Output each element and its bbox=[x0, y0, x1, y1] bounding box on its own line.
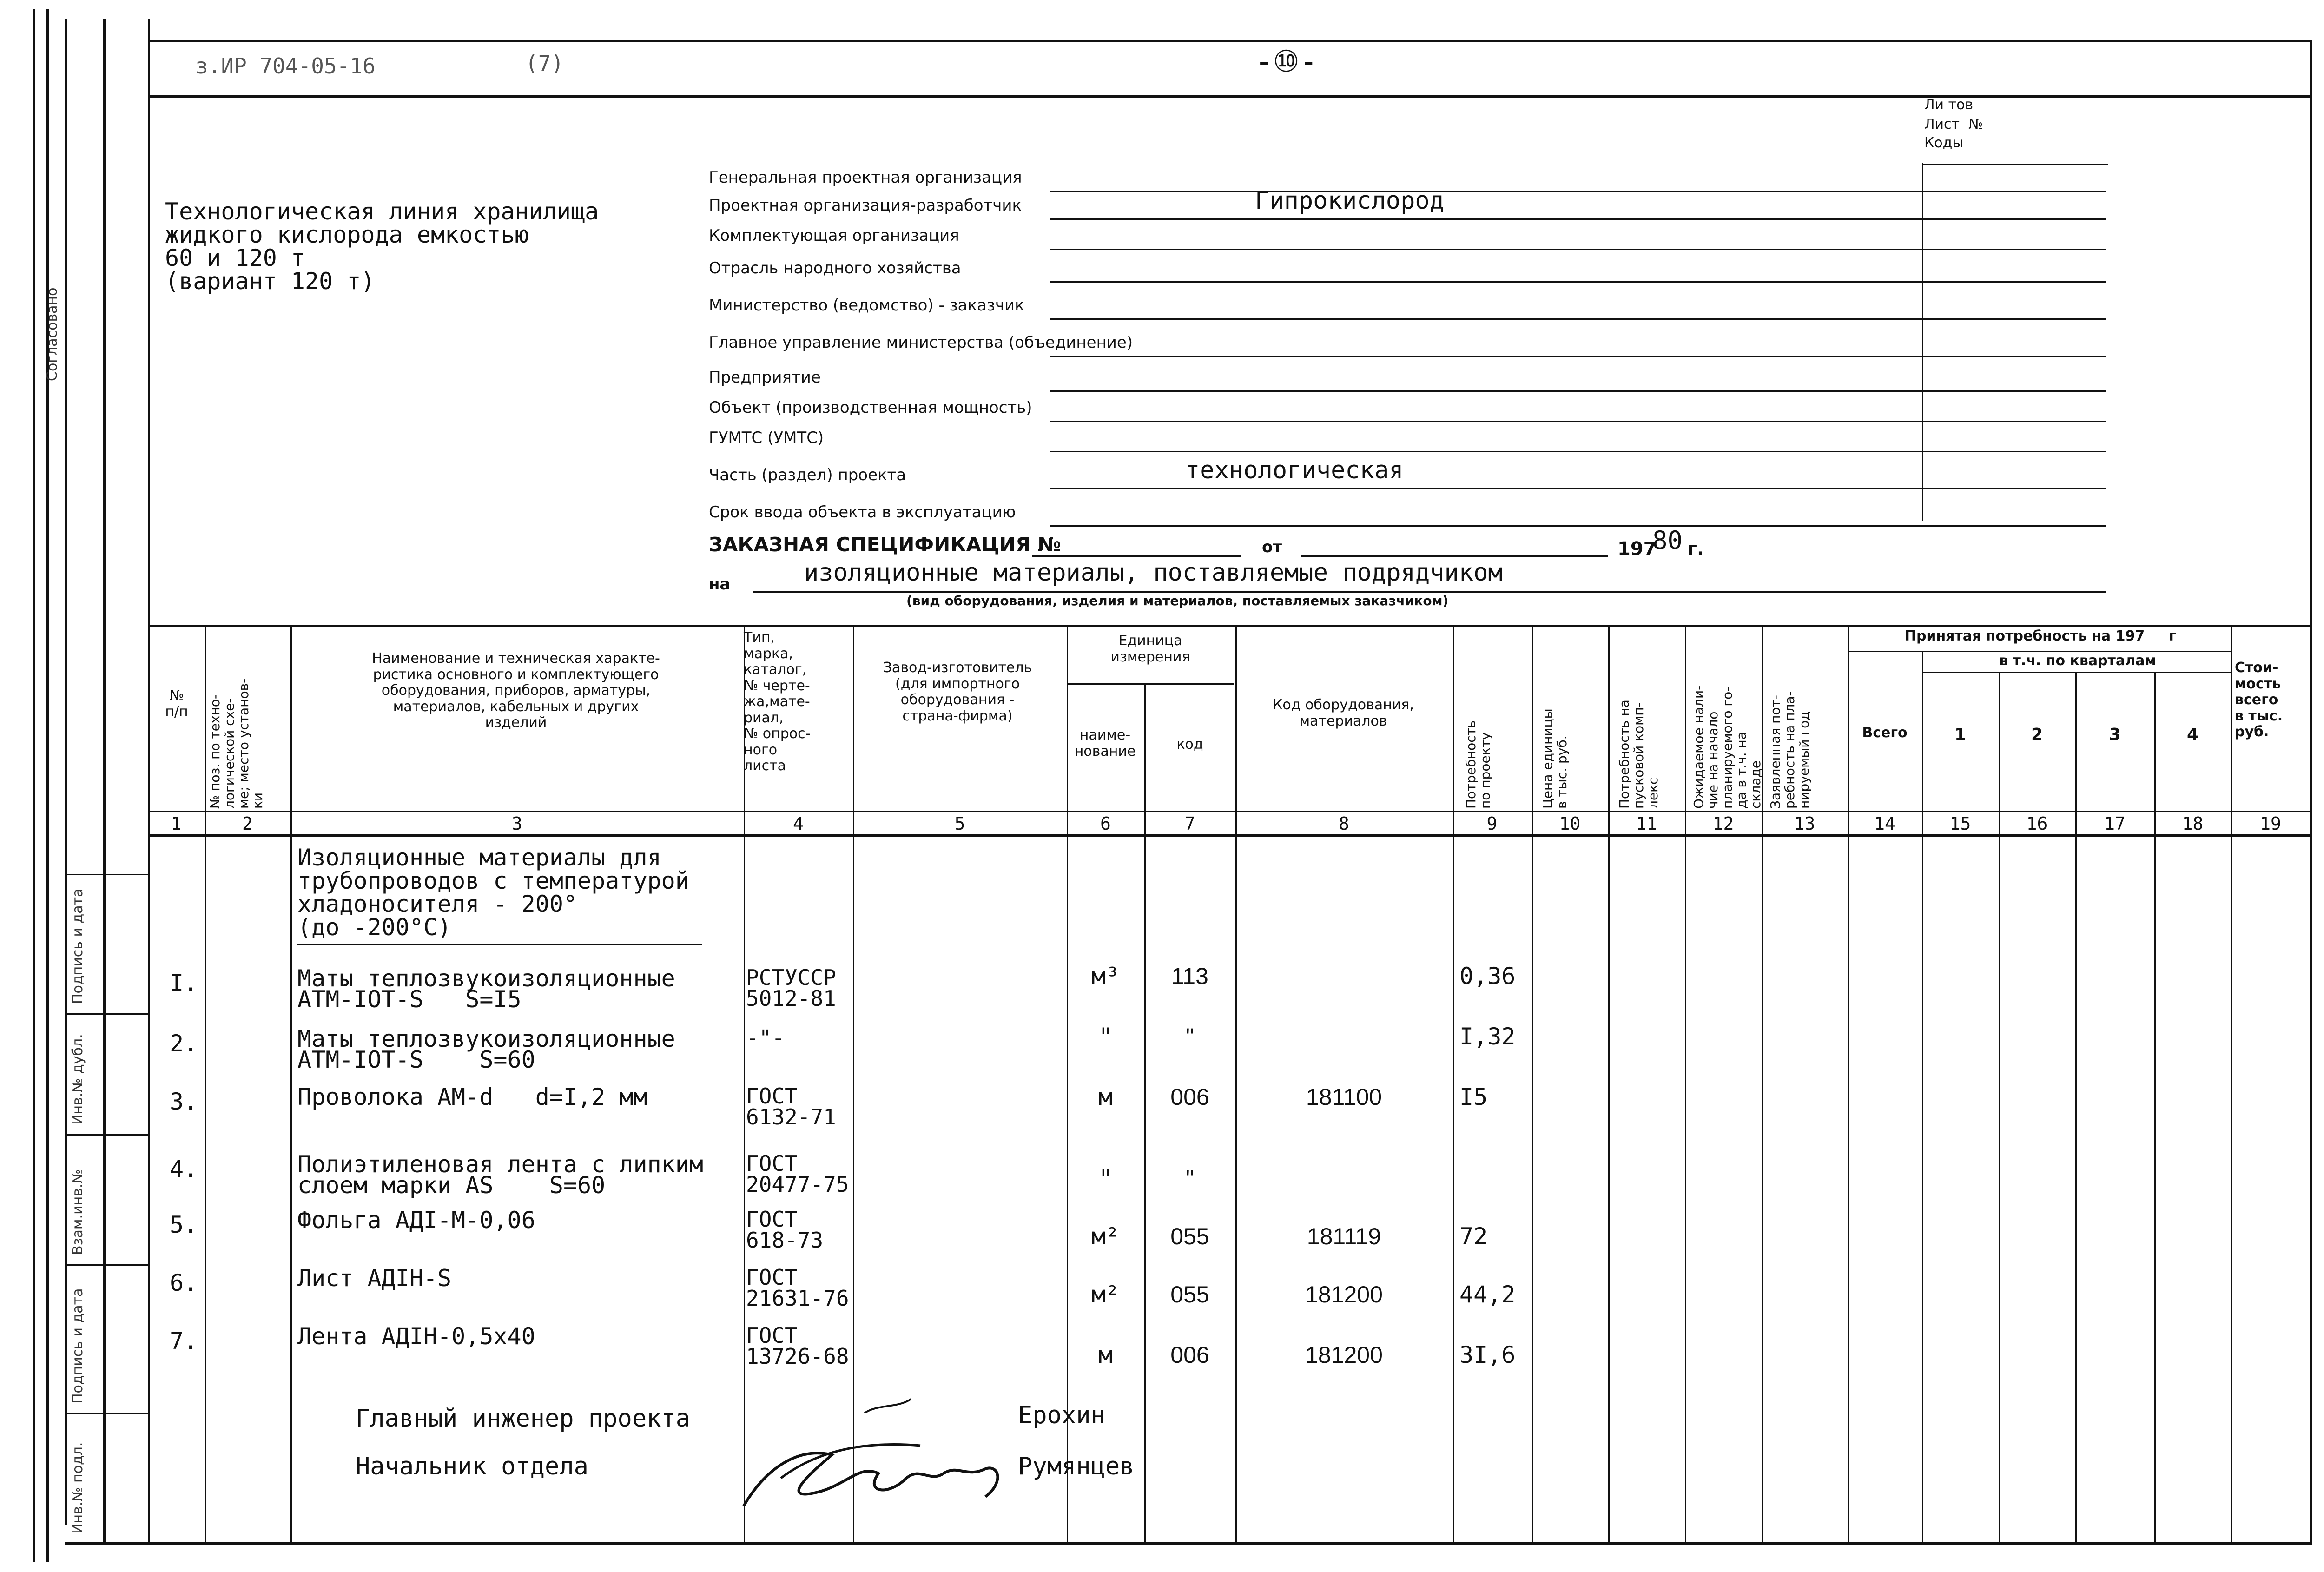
row-name: АТМ-IOТ-S S=60 bbox=[297, 1046, 535, 1073]
margin-divider bbox=[65, 1413, 149, 1414]
quarters-group-line bbox=[1922, 672, 2231, 673]
column-number: 14 bbox=[1874, 813, 1895, 834]
row-type: РСТУССР bbox=[746, 965, 836, 990]
col-header-startup: Потребность на пусковой комп- лекс bbox=[1617, 700, 1661, 809]
table-column-line bbox=[2154, 672, 2156, 1542]
table-column-line bbox=[1532, 625, 1533, 1542]
row-equipment-code: 181119 bbox=[1307, 1223, 1381, 1249]
column-number: 13 bbox=[1794, 813, 1816, 834]
column-number: 5 bbox=[954, 813, 965, 834]
header-field-value: технологическая bbox=[1185, 456, 1404, 484]
row-name: Маты теплозвукоизоляционные bbox=[297, 965, 675, 992]
row-quantity: 44,2 bbox=[1459, 1281, 1516, 1308]
col-header-q3: 3 bbox=[2109, 725, 2121, 744]
table-column-line bbox=[1685, 625, 1686, 1542]
col-header-expected: Ожидаемое нали- чие на начало планируемого го- да в т.ч. на складе bbox=[1691, 685, 1764, 809]
margin-label-sign-date-1: Подпись и дата bbox=[70, 1288, 86, 1404]
row-unit-code: 113 bbox=[1171, 963, 1208, 989]
col-header-equip-code: Код оборудования, материалов bbox=[1273, 697, 1414, 729]
binding-line-1 bbox=[33, 9, 35, 1562]
spec-number-line bbox=[1032, 555, 1241, 557]
column-number: 9 bbox=[1486, 813, 1498, 834]
header-field-line bbox=[1050, 281, 2106, 283]
column-number: 10 bbox=[1559, 813, 1581, 834]
table-column-line bbox=[205, 625, 206, 1542]
row-unit: м² bbox=[1091, 1223, 1120, 1250]
col-header-type: Тип, марка, каталог, № черте- жа,мате- риал, № опрос- ного листа bbox=[744, 629, 811, 774]
row-unit: " bbox=[1098, 1023, 1113, 1050]
section-title: Изоляционные материалы для трубопроводов с температурой хладоносителя - 200° (до -200°С) bbox=[297, 844, 689, 941]
spec-from: от bbox=[1262, 538, 1282, 556]
column-number: 2 bbox=[242, 813, 253, 834]
header-field-line bbox=[1050, 191, 2106, 192]
row-name: Лента АДIН-0,5х40 bbox=[297, 1323, 535, 1350]
row-unit-code: " bbox=[1186, 1165, 1194, 1191]
column-number: 8 bbox=[1339, 813, 1349, 834]
frame-subtop bbox=[148, 95, 2312, 98]
col-header-quarters-group: в т.ч. по кварталам bbox=[1999, 653, 2156, 669]
row-unit: м² bbox=[1091, 1281, 1120, 1308]
col-header-declared: Заявленная пот- ребность на пла- нируемый год bbox=[1768, 691, 1812, 809]
margin-label-agreed: Согласовано bbox=[44, 287, 60, 381]
row-quantity: 0,36 bbox=[1459, 963, 1516, 990]
row-number: 4. bbox=[170, 1156, 198, 1182]
table-column-line bbox=[1144, 683, 1146, 1542]
row-unit: м³ bbox=[1091, 963, 1120, 990]
row-unit-code: 006 bbox=[1170, 1084, 1209, 1110]
col-header-q1: 1 bbox=[1954, 725, 1967, 744]
col-header-num: № п/п bbox=[165, 687, 188, 720]
row-unit-code: 055 bbox=[1170, 1223, 1209, 1249]
row-name: Полиэтиленовая лента с липким bbox=[297, 1151, 703, 1178]
col-header-unit-code: код bbox=[1176, 736, 1203, 753]
spec-year-prefix: 197 bbox=[1618, 538, 1657, 560]
row-quantity: I,32 bbox=[1459, 1023, 1516, 1050]
col-header-q4: 4 bbox=[2186, 725, 2199, 744]
column-number: 16 bbox=[2026, 813, 2048, 834]
unit-group-line bbox=[1067, 683, 1234, 685]
accepted-group-line bbox=[1848, 651, 2231, 652]
table-column-line bbox=[2231, 625, 2232, 1542]
section-title-underline bbox=[297, 944, 702, 945]
col-header-need: Потребность по проекту bbox=[1463, 720, 1493, 809]
row-name: Лист АДIН-S bbox=[297, 1265, 452, 1292]
margin-label-sign-date-2: Подпись и дата bbox=[70, 888, 86, 1004]
column-number: 3 bbox=[512, 813, 522, 834]
sheet-number: -⑩- bbox=[1255, 45, 1318, 79]
header-field-label: Объект (производственная мощность) bbox=[709, 398, 1032, 417]
frame-right bbox=[2310, 40, 2312, 1543]
header-field-line bbox=[1050, 249, 2106, 250]
margin-label-vzam-inv: Взам.инв.№ bbox=[70, 1169, 86, 1255]
table-column-line bbox=[1608, 625, 1610, 1542]
frame-left bbox=[148, 19, 150, 1543]
signature-role-head-department: Начальник отдела bbox=[356, 1453, 588, 1480]
col-header-name: Наименование и техническая характе- ристика основного и комплектующего оборудования, приборов, арматуры, материалов, кабельных и других изделий bbox=[372, 650, 660, 731]
row-type: ГОСТ bbox=[746, 1323, 798, 1348]
column-number: 15 bbox=[1949, 813, 1971, 834]
row-equipment-code: 181200 bbox=[1305, 1342, 1383, 1368]
table-number-row-bottom bbox=[148, 834, 2312, 837]
sheet-label: Лист № bbox=[1924, 116, 1983, 132]
margin-strip-right bbox=[103, 19, 106, 1543]
column-number: 18 bbox=[2182, 813, 2204, 834]
column-number: 7 bbox=[1184, 813, 1195, 834]
sheets-label: Ли тов bbox=[1924, 97, 1974, 113]
row-name: АТМ-IOТ-S S=I5 bbox=[297, 986, 522, 1013]
col-header-price: Цена единицы в тыс. руб. bbox=[1540, 708, 1570, 809]
row-type: 618-73 bbox=[746, 1228, 824, 1253]
frame-bottom bbox=[65, 1542, 2312, 1545]
header-field-label: Проектная организация-разработчик bbox=[709, 196, 1022, 215]
row-number: 5. bbox=[170, 1211, 198, 1238]
spec-subject-line bbox=[753, 591, 2106, 593]
margin-divider bbox=[65, 1134, 149, 1136]
column-number: 1 bbox=[171, 813, 182, 834]
header-field-label: Генеральная проектная организация bbox=[709, 168, 1022, 187]
col-header-pos: № поз. по техно- логической схе- ме; место установ- ки bbox=[207, 678, 266, 809]
spec-label: ЗАКАЗНАЯ СПЕЦИФИКАЦИЯ № bbox=[709, 533, 1061, 556]
table-column-line bbox=[1999, 672, 2000, 1542]
header-field-label: Предприятие bbox=[709, 368, 821, 387]
frame-top bbox=[148, 40, 2312, 42]
header-field-line bbox=[1050, 421, 2106, 422]
row-type: 13726-68 bbox=[746, 1344, 849, 1369]
codes-line bbox=[1922, 164, 2108, 165]
row-quantity: I5 bbox=[1459, 1083, 1488, 1110]
table-top bbox=[148, 625, 2312, 627]
spec-year-unit: г. bbox=[1687, 538, 1704, 560]
row-number: 2. bbox=[170, 1030, 198, 1057]
row-type: -"- bbox=[746, 1025, 785, 1050]
header-field-label: Главное управление министерства (объединение) bbox=[709, 333, 1133, 352]
col-header-maker: Завод-изготовитель (для импортного оборудования - страна-фирма) bbox=[883, 660, 1032, 724]
row-number: 6. bbox=[170, 1269, 198, 1296]
codes-column-left bbox=[1922, 163, 1923, 521]
column-number: 4 bbox=[793, 813, 804, 834]
table-column-line bbox=[1848, 625, 1849, 1542]
row-type: 6132-71 bbox=[746, 1104, 836, 1129]
row-type: ГОСТ bbox=[746, 1207, 798, 1232]
table-column-line bbox=[1452, 625, 1454, 1542]
col-header-total: Всего bbox=[1862, 725, 1908, 741]
row-type: 5012-81 bbox=[746, 986, 836, 1011]
table-column-line bbox=[290, 625, 292, 1542]
row-unit: м bbox=[1098, 1341, 1113, 1368]
spec-date-line bbox=[1301, 555, 1608, 557]
margin-strip-left bbox=[65, 19, 67, 1525]
header-field-label: Комплектующая организация bbox=[709, 226, 959, 245]
row-name: слоем марки AS S=60 bbox=[297, 1172, 606, 1199]
row-number: I. bbox=[170, 970, 198, 997]
header-field-line bbox=[1050, 451, 2106, 452]
margin-divider bbox=[65, 874, 149, 875]
header-field-value: Гипрокислород bbox=[1255, 187, 1444, 215]
row-type: ГОСТ bbox=[746, 1151, 798, 1176]
table-column-line bbox=[1922, 651, 1923, 1542]
row-quantity: 3I,6 bbox=[1459, 1341, 1516, 1368]
column-number: 6 bbox=[1100, 813, 1111, 834]
binding-line-2 bbox=[46, 9, 49, 1562]
row-equipment-code: 181200 bbox=[1305, 1281, 1383, 1308]
header-field-line bbox=[1050, 390, 2106, 392]
header-field-line bbox=[1050, 318, 2106, 320]
column-number: 17 bbox=[2104, 813, 2126, 834]
spec-subject: изоляционные материалы, поставляемые подрядчиком bbox=[804, 559, 1503, 587]
row-unit: м bbox=[1098, 1083, 1113, 1110]
handwritten-signature bbox=[725, 1385, 1023, 1525]
col-header-unit-group: Единица измерения bbox=[1110, 633, 1190, 665]
row-unit: " bbox=[1098, 1165, 1113, 1192]
margin-label-inv-dubl: Инв.№ дубл. bbox=[70, 1034, 86, 1125]
column-number: 19 bbox=[2260, 813, 2281, 834]
header-field-line bbox=[1050, 488, 2106, 489]
margin-divider bbox=[65, 1013, 149, 1015]
header-field-label: ГУМТС (УМТС) bbox=[709, 429, 824, 447]
row-unit-code: 055 bbox=[1170, 1281, 1209, 1308]
signature-name-chief-engineer: Ерохин bbox=[1018, 1401, 1105, 1429]
col-header-cost: Стои- мость всего в тыс. руб. bbox=[2235, 660, 2283, 740]
spec-year-suffix: 80 bbox=[1652, 526, 1683, 555]
table-column-line bbox=[2075, 672, 2077, 1542]
row-name: Проволока АМ-d d=I,2 мм bbox=[297, 1083, 647, 1110]
row-number: 7. bbox=[170, 1328, 198, 1354]
col-header-unit-name: наиме- нование bbox=[1074, 727, 1136, 760]
row-unit-code: 006 bbox=[1170, 1342, 1209, 1368]
column-number: 11 bbox=[1636, 813, 1657, 834]
header-field-label: Часть (раздел) проекта bbox=[709, 466, 906, 484]
col-header-accepted-group: Принятая потребность на 197 г bbox=[1904, 628, 2177, 644]
signature-name-head-department: Румянцев bbox=[1018, 1453, 1135, 1480]
codes-label: Коды bbox=[1924, 135, 1964, 151]
row-type: 20477-75 bbox=[746, 1172, 849, 1197]
margin-divider bbox=[65, 1264, 149, 1266]
header-field-line bbox=[1050, 356, 2106, 357]
column-number: 12 bbox=[1712, 813, 1734, 834]
document-title: Технологическая линия хранилища жидкого кислорода емкостью 60 и 120 т (вариант 120 т) bbox=[165, 198, 599, 295]
row-type: ГОСТ bbox=[746, 1083, 798, 1109]
row-name: Маты теплозвукоизоляционные bbox=[297, 1025, 675, 1052]
row-name: Фольга АДI-М-0,06 bbox=[297, 1207, 535, 1234]
header-field-label: Отрасль народного хозяйства bbox=[709, 259, 961, 277]
margin-label-inv-podl: Инв.№ подл. bbox=[70, 1442, 86, 1534]
header-field-line bbox=[1050, 525, 2106, 527]
row-unit-code: " bbox=[1186, 1024, 1194, 1050]
col-header-q2: 2 bbox=[2031, 725, 2043, 744]
spec-subject-caption: (вид оборудования, изделия и материалов, поставляемых заказчиком) bbox=[906, 593, 1449, 608]
header-field-line bbox=[1050, 218, 2106, 220]
table-column-line bbox=[1235, 625, 1237, 1542]
header-field-label: Срок ввода объекта в эксплуатацию bbox=[709, 503, 1016, 522]
signature-role-chief-engineer: Главный инженер проекта bbox=[356, 1405, 691, 1433]
spec-on: на bbox=[709, 575, 731, 594]
doc-mark: (7) bbox=[525, 51, 564, 76]
table-header-bottom bbox=[148, 811, 2312, 812]
row-equipment-code: 181100 bbox=[1306, 1084, 1382, 1110]
row-type: ГОСТ bbox=[746, 1265, 798, 1290]
doc-code: з.ИР 704-05-16 bbox=[195, 53, 376, 79]
header-field-label: Министерство (ведомство) - заказчик bbox=[709, 296, 1024, 315]
row-number: 3. bbox=[170, 1088, 198, 1115]
row-quantity: 72 bbox=[1459, 1223, 1488, 1250]
row-type: 21631-76 bbox=[746, 1286, 849, 1311]
